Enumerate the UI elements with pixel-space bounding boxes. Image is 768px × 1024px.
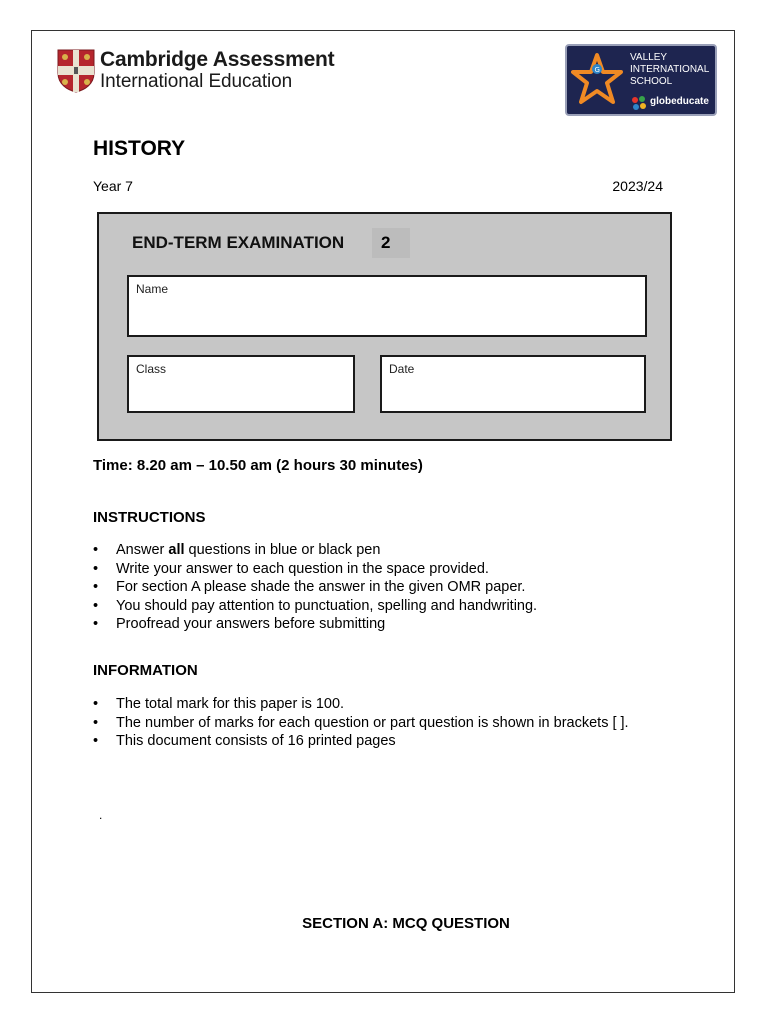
list-item: • Write your answer to each question in the space provided. xyxy=(93,560,489,577)
school-logo xyxy=(565,44,717,116)
name-field[interactable] xyxy=(127,275,647,337)
instructions-heading: INSTRUCTIONS xyxy=(93,509,206,526)
list-item: • This document consists of 16 printed pages xyxy=(93,733,396,749)
list-item: • Proofread your answers before submitting xyxy=(93,616,386,632)
class-field-label: Class xyxy=(136,362,167,376)
stray-mark: . xyxy=(99,808,103,822)
session-label: 2023/24 xyxy=(612,178,663,194)
instructions-list xyxy=(93,541,537,634)
date-field-label: Date xyxy=(389,362,415,376)
school-name-line2: INTERNATIONAL xyxy=(630,64,710,75)
star-person-icon xyxy=(571,52,623,108)
exam-number: 2 xyxy=(372,228,410,258)
exam-details-box xyxy=(97,212,672,441)
information-heading: INFORMATION xyxy=(93,662,198,679)
date-field[interactable] xyxy=(380,355,646,413)
cambridge-shield-icon xyxy=(57,49,95,93)
cambridge-name-line2: International Education xyxy=(100,71,293,92)
list-item: • Answer all questions in blue or black pen xyxy=(93,542,381,558)
globeducate-label: globeducate xyxy=(650,96,709,107)
class-field[interactable] xyxy=(127,355,355,413)
year-label: Year 7 xyxy=(93,178,133,194)
section-title: SECTION A: MCQ QUESTION xyxy=(302,915,510,932)
school-name-line3: SCHOOL xyxy=(630,76,673,87)
cambridge-name-line1: Cambridge Assessment xyxy=(100,48,335,71)
cambridge-logo xyxy=(57,47,335,97)
list-item: • For section A please shade the answer in the given OMR paper. xyxy=(93,579,526,595)
school-name-line1: VALLEY xyxy=(630,52,668,63)
list-item: • The total mark for this paper is 100. xyxy=(93,696,345,712)
list-item: • You should pay attention to punctuation, spelling and handwriting. xyxy=(93,597,538,614)
exam-time: Time: 8.20 am – 10.50 am (2 hours 30 minutes) xyxy=(93,457,423,474)
name-field-label: Name xyxy=(136,282,169,296)
school-name xyxy=(630,52,709,88)
exam-title: END-TERM EXAMINATION xyxy=(132,233,345,252)
globeducate-icon xyxy=(630,95,648,111)
list-item: • The number of marks for each question or part question is shown in brackets [ ]. xyxy=(93,714,629,731)
information-list xyxy=(93,695,629,751)
globeducate-badge xyxy=(630,95,714,111)
svg-text:G: G xyxy=(594,66,600,74)
subject-title: HISTORY xyxy=(93,137,186,160)
